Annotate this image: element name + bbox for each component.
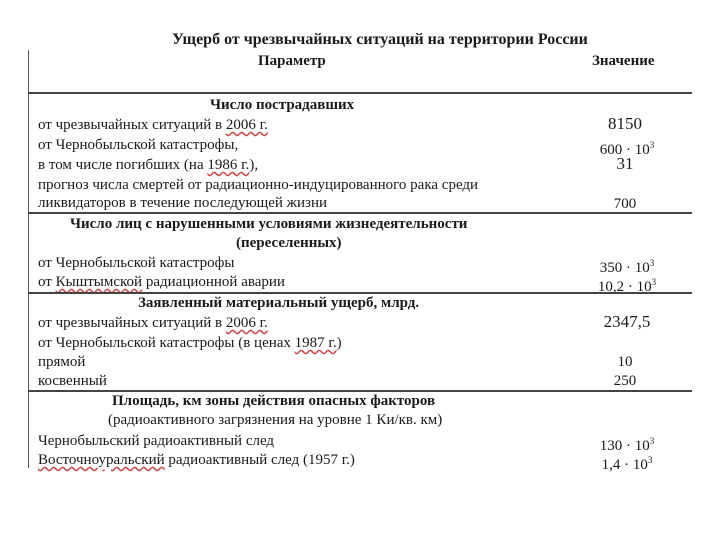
- row-value: 31: [616, 154, 634, 173]
- table-title: Ущерб от чрезвычайных ситуаций на территории России: [172, 31, 588, 48]
- row-label: от чрезвычайных ситуаций в 2006 г.: [38, 315, 268, 331]
- row-value: $350 \cdot 10^3$: [599, 258, 655, 276]
- row-label: косвенный: [38, 373, 107, 389]
- section-heading-casualties: Число пострадавших: [210, 97, 355, 113]
- table-left-border: [28, 50, 29, 468]
- row-label: прямой: [38, 354, 86, 370]
- section-heading-resettled: Число лиц с нарушенными условиями жизнедеятельности: [70, 216, 468, 232]
- row-value: $130 \cdot 10^3$: [599, 436, 655, 454]
- row-label: от Чернобыльской катастрофы,: [38, 137, 239, 153]
- row-label: Восточноуральский радиоактивный след (1957 г.): [38, 452, 355, 468]
- column-header-parameter: Параметр: [258, 53, 326, 69]
- row-value: 10: [617, 354, 633, 370]
- row-label: от Кыштымской радиационной аварии: [38, 274, 285, 290]
- section-divider: [28, 212, 692, 214]
- row-value: $1,4 \cdot 10^3$: [601, 455, 653, 473]
- row-label: в том числе погибших (на 1986 г.),: [38, 157, 259, 173]
- row-value: 2347,5: [603, 312, 651, 331]
- row-label: от Чернобыльской катастрофы (в ценах 1987 г.): [38, 335, 342, 351]
- row-label: от Чернобыльской катастрофы: [38, 255, 235, 271]
- row-label: прогноз числа смертей от радиационно-индуцированного рака среди: [38, 177, 479, 193]
- row-label: от чрезвычайных ситуаций в 2006 г.: [38, 117, 268, 133]
- section-heading-damage: Заявленный материальный ущерб, млрд.: [138, 295, 420, 311]
- row-value: 700: [613, 196, 637, 212]
- row-label: Чернобыльский радиоактивный след: [38, 433, 275, 449]
- header-divider: [28, 92, 692, 94]
- section-heading-area: Площадь, км зоны действия опасных факторов: [112, 393, 436, 409]
- row-value: $10,2 \cdot 10^3$: [597, 277, 657, 295]
- row-value: 250: [613, 373, 637, 389]
- row-value: $600 \cdot 10^3$: [599, 140, 655, 158]
- row-label: ликвидаторов в течение последующей жизни: [38, 195, 328, 211]
- section-subheading-resettled: (переселенных): [236, 235, 342, 251]
- column-header-value: Значение: [592, 53, 655, 69]
- row-value: 8150: [608, 114, 642, 133]
- section-subheading-area: (радиоактивного загрязнения на уровне 1 Ки/кв. км): [108, 412, 443, 428]
